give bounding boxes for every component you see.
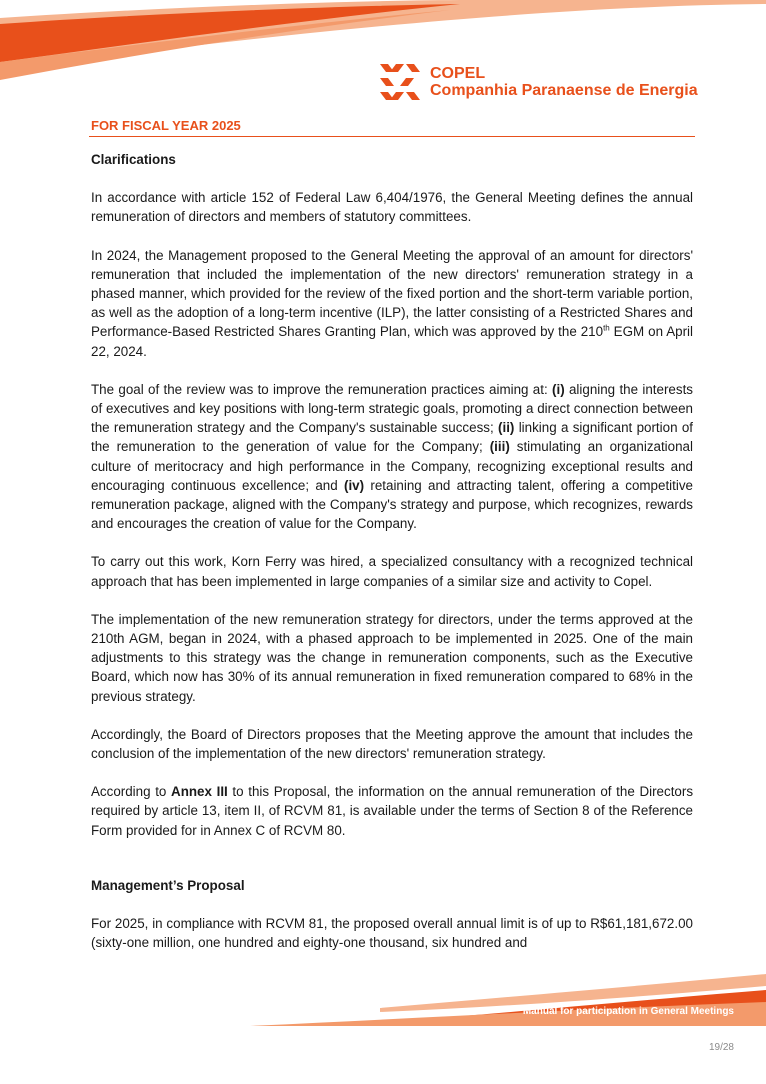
paragraph-4: To carry out this work, Korn Ferry was hired, a specialized consultancy with a recognized technical approach that has been implemented in large companies of a similar size and activity to Copel. — [91, 554, 693, 589]
marker-iii: (iii) — [489, 439, 510, 455]
paragraph-3-text-c: linking a significant portion of the remuneration to the generation of value for the Company; — [91, 420, 694, 455]
brand-subtitle: Companhia Paranaense de Energia — [430, 82, 698, 99]
paragraph-7-text-b: to this Proposal, the information on the annual remuneration of the Directors required by article 13, item II, of RCVM 81, is available under the terms of Section 8 of the Reference Form provided for in Annex C of RCVM 80. — [91, 784, 694, 838]
paragraph-6: Accordingly, the Board of Directors proposes that the Meeting approve the amount that includes the conclusion of the implementation of the new directors' remuneration strategy. — [91, 726, 693, 762]
marker-ii: (ii) — [498, 420, 515, 436]
clarifications-heading: Clarifications — [91, 152, 176, 167]
page-number: 19/28 — [708, 1042, 734, 1053]
paragraph-3 — [91, 380, 693, 534]
paragraph-7-text-a: According to — [91, 784, 172, 800]
paragraph-3-text-e: retaining and attracting talent, offering a competitive remuneration package, aligned with the Company's strategy and purpose, which recognizes, rewards and encourages the creation of value for the Company. — [91, 477, 693, 532]
paragraph-2-text-a: In 2024, the Management proposed to the General Meeting the approval of an amount for directors' remuneration that included the implementation of the new directors' remuneration strategy in a phased manner, which provided for the review of the fixed portion and the short-term variable portion, as well as the adoption of a long-term incentive (ILP), the latter consisting of a Restricted Shares and Performance-Based Restricted Shares Granting Plan, which was approved by the 210 — [91, 247, 693, 340]
superscript-th: th — [603, 323, 610, 333]
paragraph-5: The implementation of the new remuneration strategy for directors, under the terms approved at the 210th AGM, began in 2024, with a phased approach to be implemented in 2025. One of the main adjustments to this strategy was the change in remuneration components, such as the Executive Board, which now has 30% of its annual remuneration in fixed remuneration compared to 68% in the previous strategy. — [91, 611, 693, 704]
footer-decoration — [0, 966, 766, 1026]
paragraph-3-text-b: aligning the interests of executives and key positions with long-term strategic goals, promoting a direct connection between the remuneration strategy and the Company's sustainable success; — [91, 381, 693, 436]
paragraph-7 — [91, 782, 693, 840]
paragraph-2 — [91, 246, 693, 361]
copel-logo-icon — [378, 60, 422, 104]
brand-name: COPEL — [430, 65, 486, 82]
annex-reference: Annex III — [171, 784, 228, 800]
footer-manual-title: Manual for participation in General Meetings — [522, 1006, 734, 1017]
header-divider — [89, 136, 695, 137]
paragraph-3-text-a: The goal of the review was to improve the remuneration practices aiming at: — [91, 381, 553, 397]
paragraph-2-text-b: EGM on April 22, 2024. — [91, 324, 693, 359]
page-header-title: FOR FISCAL YEAR 2025 — [91, 118, 241, 133]
paragraph-1: In accordance with article 152 of Federal Law 6,404/1976, the General Meeting defines the annual remuneration of directors and members of statutory committees. — [91, 190, 693, 225]
document-body — [91, 150, 693, 972]
proposal-heading: Management’s Proposal — [91, 877, 245, 893]
marker-i: (i) — [552, 381, 565, 397]
paragraph-8: For 2025, in compliance with RCVM 81, the proposed overall annual limit is of up to R$61,181,672.00 (sixty-one million, one hundred and eighty-one thousand, six hundred and — [91, 916, 693, 951]
section-gap — [91, 859, 693, 876]
marker-iv: (iv) — [343, 477, 365, 493]
company-logo — [378, 60, 698, 104]
paragraph-3-text-d: stimulating an organizational culture of meritocracy and high performance in the Company, recognizing exceptional results and encouraging continuous excellence; and — [91, 439, 693, 493]
